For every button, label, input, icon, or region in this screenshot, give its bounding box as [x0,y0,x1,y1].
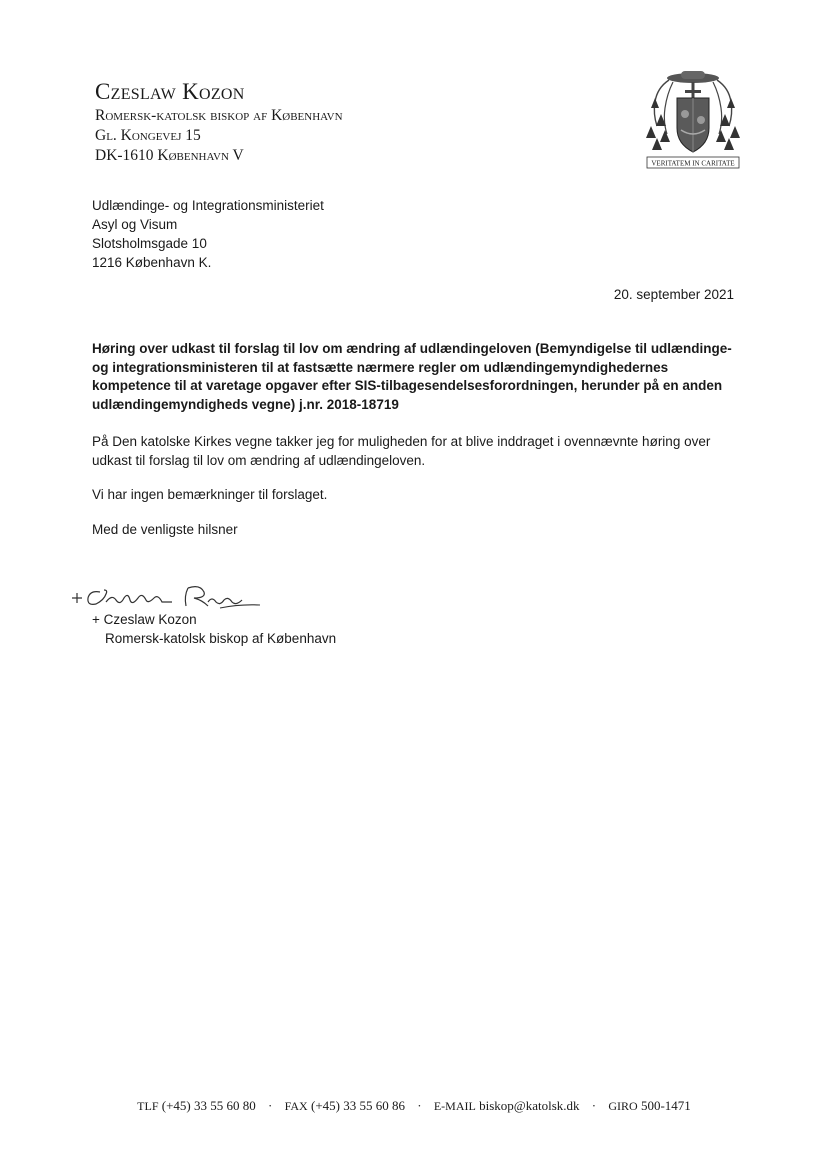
subject-heading: Høring over udkast til forslag til lov om ændring af udlændingeloven (Bemyndigelse til udlændinge- og integrationsministeren til at fastsætte nærmere regler om udlændingemyndighedernes kompetence til at varetage opgaver efter SIS-tilbagesendelsesforordningen, herunder på en anden udlændingemyndigheds vegne) j.nr. 2018-18719 [92,341,732,412]
recipient-line: Asyl og Visum [92,217,178,232]
separator: · [268,1098,273,1113]
coat-of-arms-logo [643,68,743,170]
recipient-line: Udlændinge- og Integrationsministeriet [92,198,324,213]
recipient-line: Slotsholmsgade 10 [92,236,207,251]
fax-number: (+45) 33 55 60 86 [310,1098,405,1113]
tlf-label: TLF [137,1099,159,1113]
sender-title: Romersk-katolsk biskop af København [95,107,343,124]
recipient-line: 1216 København K. [92,255,212,270]
sender-city: DK-1610 København V [95,147,244,164]
separator: · [591,1098,597,1113]
email-label: E-MAIL [433,1099,476,1113]
tlf-number: (+45) 33 55 60 80 [161,1098,256,1113]
motto-text: VERITATEM IN CARITATE [651,159,735,168]
separator: · [417,1098,422,1113]
closing-salutation: Med de venligste hilsner [92,522,238,537]
sender-street: Gl. Kongevej 15 [95,127,201,144]
footer-contact [0,1098,828,1114]
sender-name: Czeslaw Kozon [95,79,245,104]
giro-label: GIRO [608,1099,638,1113]
signer-title: Romersk-katolsk biskop af København [105,631,337,646]
recipient-address [92,196,324,272]
giro-number: 500-1471 [640,1098,691,1113]
coat-of-arms-icon [643,68,743,170]
letter-date: 20. september 2021 [613,287,734,302]
signer-block [92,610,336,648]
fax-label: FAX [284,1099,308,1113]
body-paragraph: På Den katolske Kirkes vegne takker jeg for muligheden for at blive inddraget i ovennævnte høring over udkast til forslag til lov om ændring af udlændingeloven. [92,434,711,468]
body-paragraph: Vi har ingen bemærkninger til forslaget. [92,487,328,502]
email-address[interactable]: biskop@katolsk.dk [479,1098,580,1113]
signer-name: + Czeslaw Kozon [92,612,197,627]
letterhead [95,78,343,166]
